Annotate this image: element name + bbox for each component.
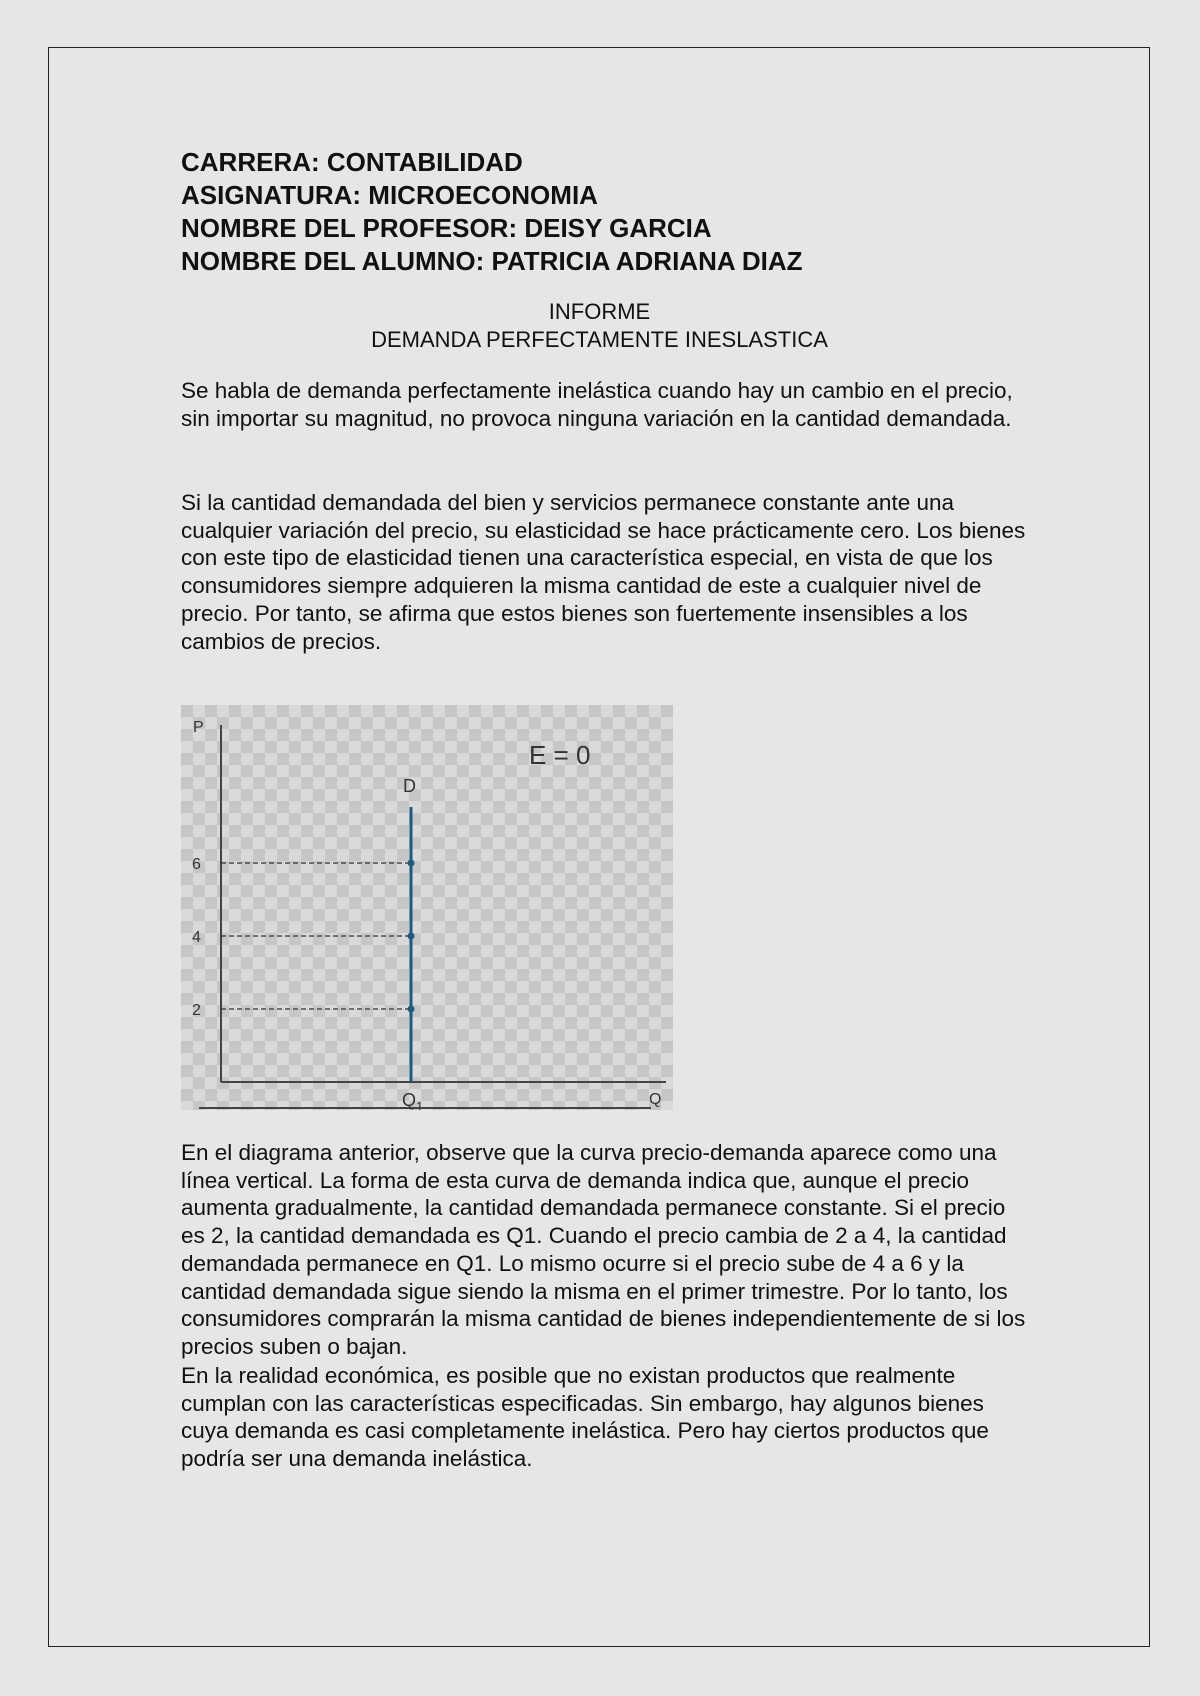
report-title-line1: INFORME [548,299,651,324]
x-axis-label: Q [649,1091,662,1108]
report-title-line2: DEMANDA PERFECTAMENTE INESLASTICA [371,327,828,352]
demand-point-4 [408,933,415,940]
demand-chart-svg [181,705,673,1110]
y-tick-label-2: 2 [192,1002,201,1019]
report-title [181,298,1018,354]
paragraph-diagram-explanation: En el diagrama anterior, observe que la curva precio-demanda aparece como una línea vertical. La forma de esta curva de demanda indica que, aunque el precio aumenta gradualmente, la cantidad demandada permanece constante. Si el precio es 2, la cantidad demandada es Q1. Cuando el precio cambia de 2 a 4, la cantidad demandada permanece en Q1. Lo mismo ocurre si el precio sube de 4 a 6 y la cantidad demandada sigue siendo la misma en el primer trimestre. Por lo tanto, los consumidores comprarán la misma cantidad de bienes independientemente de si los precios suben o bajan. [181,1140,1026,1359]
paragraph-economic-reality: En la realidad económica, es posible que no existan productos que realmente cumplan con las características especificadas. Sin embargo, hay algunos bienes cuya demanda es casi completamente inelástica. Pero hay ciertos productos que podría ser una demanda inelástica. [181,1363,989,1472]
y-axis-label: P [193,719,204,736]
y-tick-label-6: 6 [192,856,201,873]
demand-point-6 [408,860,415,867]
demand-point-2 [408,1006,415,1013]
q1-tick-subscript: 1 [416,1099,424,1110]
subject-line: ASIGNATURA: MICROECONOMIA [181,180,598,210]
q1-tick-letter: Q [402,1090,417,1110]
professor-line: NOMBRE DEL PROFESOR: DEISY GARCIA [181,213,712,243]
document-header [181,146,803,278]
y-tick-label-4: 4 [192,929,201,946]
demand-chart [181,705,673,1110]
chart-background [181,705,673,1110]
demand-curve-label: D [403,776,416,796]
paragraph-elasticity: Si la cantidad demandada del bien y servicios permanece constante ante una cualquier variación del precio, su elasticidad se hace prácticamente cero. Los bienes con este tipo de elasticidad tienen una característica especial, en vista de que los consumidores siempre adquieren la misma cantidad de este a cualquier nivel de precio. Por tanto, se afirma que estos bienes son fuertemente insensibles a los cambios de precios. [181,490,1026,654]
career-line: CARRERA: CONTABILIDAD [181,147,523,177]
student-line: NOMBRE DEL ALUMNO: PATRICIA ADRIANA DIAZ [181,246,803,276]
paragraph-definition: Se habla de demanda perfectamente inelástica cuando hay un cambio en el precio, sin importar su magnitud, no provoca ninguna variación en la cantidad demandada. [181,378,1013,431]
elasticity-label: E = 0 [529,740,591,770]
